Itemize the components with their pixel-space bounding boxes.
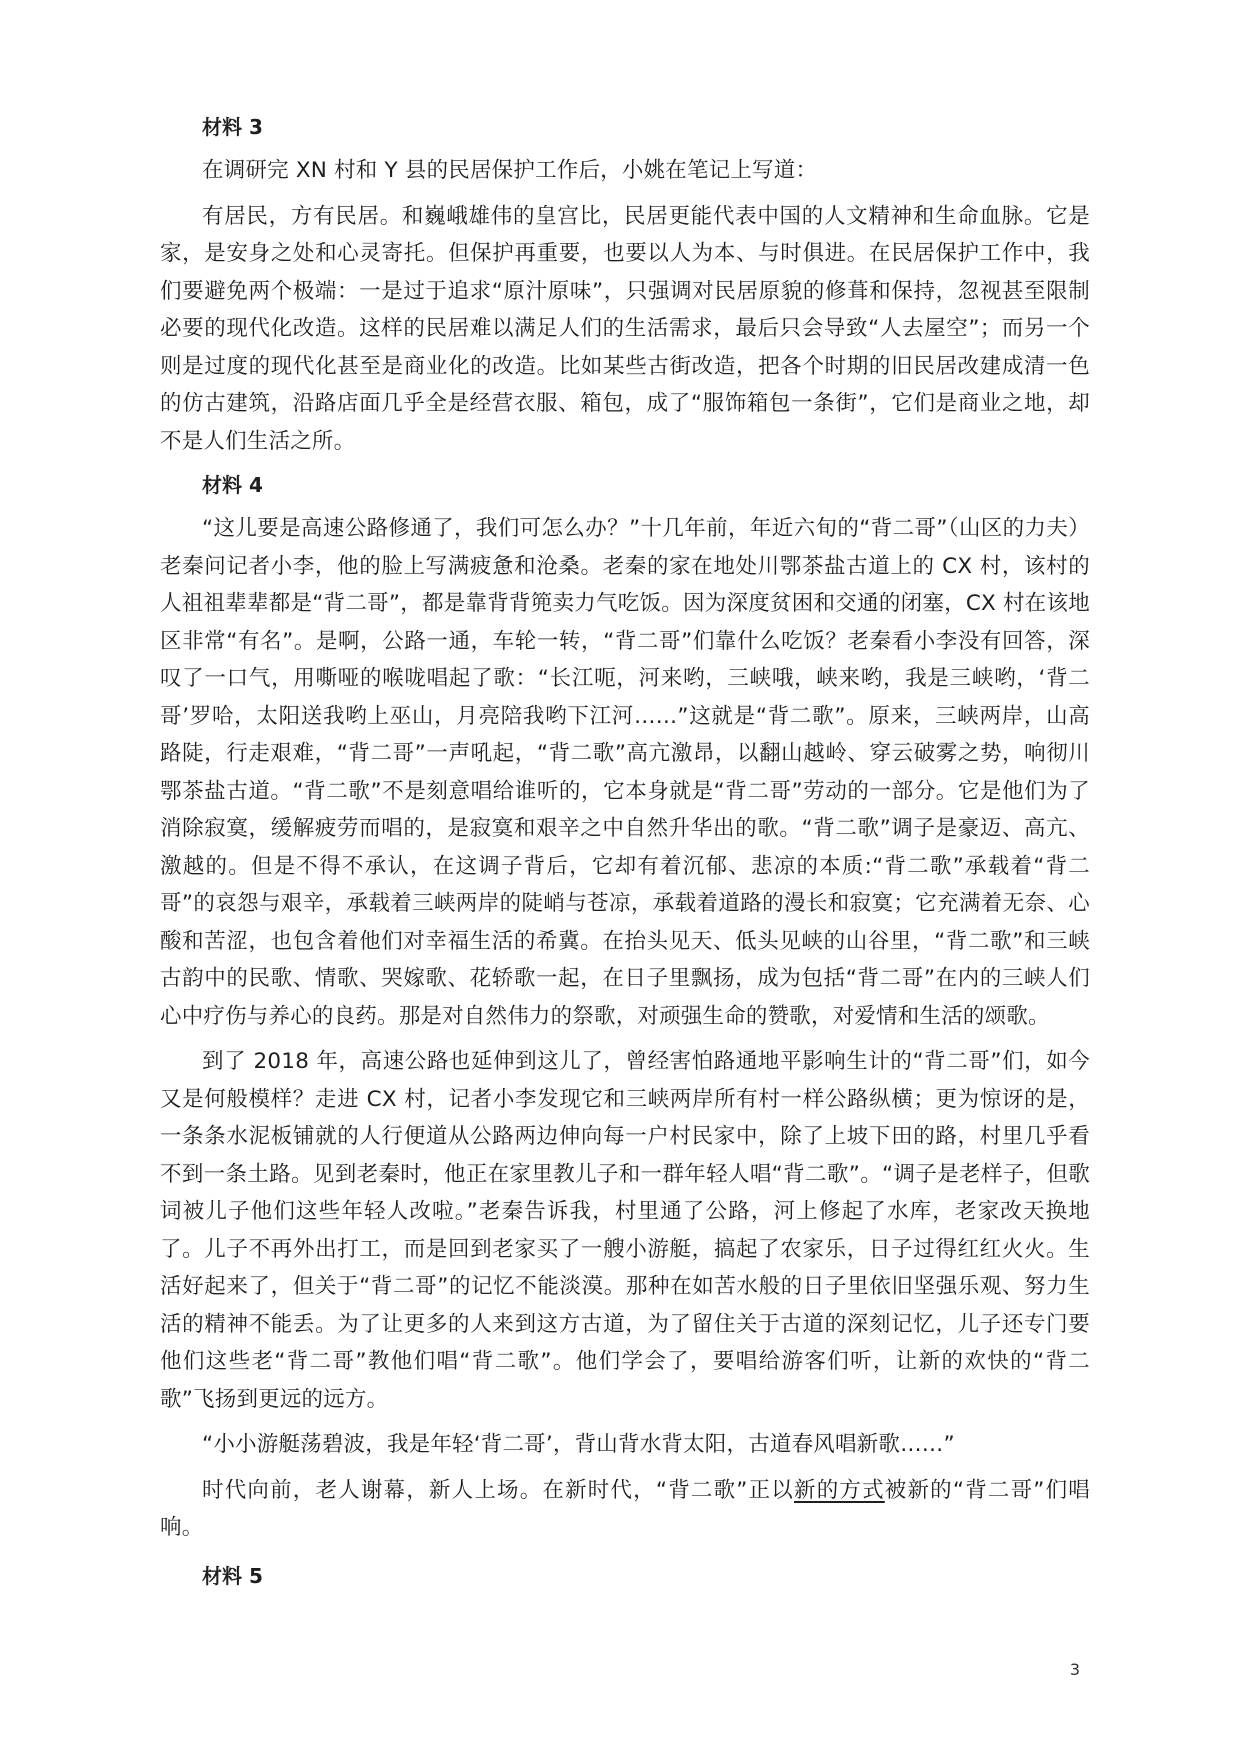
material-4-paragraph-4: [160, 1472, 1090, 1547]
paragraph-text-before: 时代向前，老人谢幕，新人上场。在新时代，“背二歌”正以: [202, 1477, 794, 1503]
document-body: [160, 110, 1090, 1593]
material-4-paragraph-2: 到了 2018 年，高速公路也延伸到这儿了，曾经害怕路通地平影响生计的“背二哥”们，如今又是何般模样？走进 CX 村，记者小李发现它和三峡两岸所有村一样公路纵横；更为惊讶的是，一条条水泥板铺就的人行便道从公路两边伸向每一户村民家中，除了上坡下田的路，村里几乎看不到一条土路。见到老秦时，他正在家里教儿子和一群年轻人唱“背二歌”。“调子是老样子，但歌词被儿子他们这些年轻人改啦。”老秦告诉我，村里通了公路，河上修起了水库，老家改天换地了。儿子不再外出打工，而是回到老家买了一艘小游艇，搞起了农家乐，日子过得红红火火。生活好起来了，但关于“背二哥”的记忆不能淡漠。那种在如苦水般的日子里依旧坚强乐观、努力生活的精神不能丢。为了让更多的人来到这方古道，为了留住关于古道的深刻记忆，儿子还专门要他们这些老“背二哥”教他们唱“背二歌”。他们学会了，要唱给游客们听，让新的欢快的“背二歌”飞扬到更远的远方。: [160, 1049, 1090, 1412]
material-4-paragraph-3: “小小游艇荡碧波，我是年轻‘背二哥’，背山背水背太阳，古道春风唱新歌……”: [202, 1432, 955, 1457]
page-number: 3: [1069, 1660, 1080, 1679]
material-3-paragraph-1: 在调研完 XN 村和 Y 县的民居保护工作后，小姚在笔记上写道：: [202, 158, 818, 183]
material-3-paragraph-2: 有居民，方有民居。和巍峨雄伟的皇宫比，民居更能代表中国的人文精神和生命血脉。它是家，是安身之处和心灵寄托。但保护再重要，也要以人为本、与时俱进。在民居保护工作中，我们要避免两个极端：一是过于追求“原汁原味”，只强调对民居原貌的修葺和保持，忽视甚至限制必要的现代化改造。这样的民居难以满足人们的生活需求，最后只会导致“人去屋空”；而另一个则是过度的现代化甚至是商业化的改造。比如某些古街改造，把各个时期的旧民居改建成清一色的仿古建筑，沿路店面几乎全是经营衣服、箱包，成了“服饰箱包一条街”，它们是商业之地，却不是人们生活之所。: [160, 203, 1090, 454]
material-4-paragraph-1: “这儿要是高速公路修通了，我们可怎么办？”十几年前，年近六旬的“背二哥”（山区的力夫）老秦问记者小李，他的脸上写满疲惫和沧桑。老秦的家在地处川鄂茶盐古道上的 CX 村，该村的人祖祖辈辈都是“背二哥”，都是靠背背篼卖力气吃饭。因为深度贫困和交通的闭塞，CX 村在该地区非常“有名”。是啊，公路一通，车轮一转，“背二哥”们靠什么吃饭？老秦看小李没有回答，深叹了一口气，用嘶哑的喉咙唱起了歌：“长江呃，河来哟，三峡哦，峡来哟，我是三峡哟，‘背二哥’罗哈，太阳送我哟上巫山，月亮陪我哟下江河……”这就是“背二歌”。原来，三峡两岸，山高路陡，行走艰难，“背二哥”一声吼起，“背二歌”高亢激昂，以翻山越岭、穿云破雾之势，响彻川鄂茶盐古道。“背二歌”不是刻意唱给谁听的，它本身就是“背二哥”劳动的一部分。它是他们为了消除寂寞，缓解疲劳而唱的，是寂寞和艰辛之中自然升华出的歌。“背二歌”调子是豪迈、高亢、激越的。但是不得不承认，在这调子背后，它却有着沉郁、悲凉的本质:“背二歌”承载着“背二哥”的哀怨与艰辛，承载着三峡两岸的陡峭与苍凉，承载着道路的漫长和寂寞；它充满着无奈、心酸和苦涩，也包含着他们对幸福生活的希冀。在抬头见天、低头见峡的山谷里，“背二歌”和三峡古韵中的民歌、情歌、哭嫁歌、花轿歌一起，在日子里飘扬，成为包括“背二哥”在内的三峡人们心中疗伤与养心的良药。那是对自然伟力的祭歌，对顽强生命的赞歌，对爱情和生活的颂歌。: [160, 516, 1090, 1029]
paragraph-text-after: 被新的“背二哥”们唱响。: [160, 1477, 1090, 1540]
material-3-heading: 材料 3: [202, 115, 263, 139]
material-4-heading: 材料 4: [202, 473, 263, 497]
underlined-phrase: 新的方式: [794, 1477, 885, 1503]
material-5-heading: 材料 5: [202, 1563, 263, 1588]
